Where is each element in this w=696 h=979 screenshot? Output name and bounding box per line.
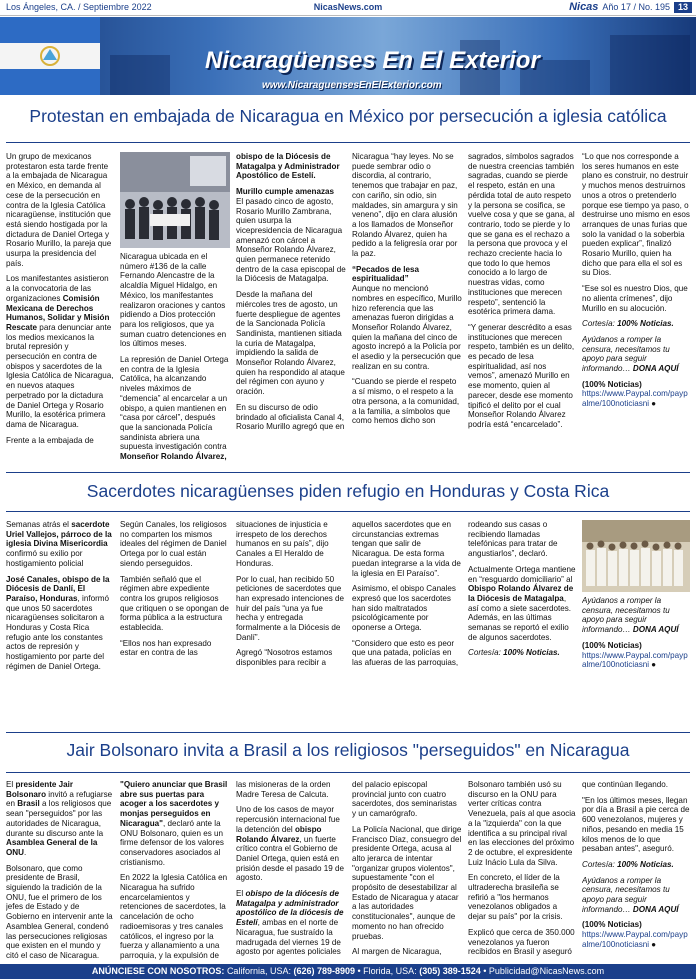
paragraph: El obispo de la diócesis de Matagalpa y administrador apostólico de la diócesis de Estelí, ambas en el norte de Nicaragua, fue sustraído la madrugada del viernes 19 de agosto por agentes policiales [236,889,344,957]
paragraph: “Pecados de lesa espiritualidad” Aunque no mencionó nombres en específico, Murillo hizo referencia que las amenazas fueron dirigidas a Monseñor Rolando Álvarez, quien la mañana del cinco de agosto increpó a la Policía por el asedio y la persecución que realizan en su contra. [352,264,462,371]
article-1-column-2 [120,152,230,464]
subhead: “Pecados de lesa espiritualidad” [352,264,420,284]
article-1-column-4 [352,152,462,464]
paragraph: situaciones de injusticia e irrespeto de los derechos humanos en su país”, dijo Canales a El Heraldo de Honduras. [236,520,329,568]
courtesy-line: Cortesía: 100% Noticias. [582,319,674,329]
donation-appeal: Ayúdanos a romper la censura, necesitamos tu apoyo para seguir informando… DONA AQUÍ [582,596,679,635]
paragraph: Al margen de Nicaragua, [352,947,442,957]
paragraph: José Canales, obispo de la Diócesis de Danlí, El Paraíso, Honduras, informó que unos 50 sacerdotes nicaragüenses solicitaron a Honduras y Costa Rica refugio ante los constantes actos de represión y hostigamiento por parte del régimen de Daniel Ortega. [6,574,110,671]
email-link[interactable]: Publicidad@NicasNews.com [488,966,605,976]
paragraph: “Cuando se pierde el respeto a sí mismo, o el respeto a la otra persona, a la comunidad, a la familia, a símbolos que como hemos dicho son [352,377,460,426]
donation-info: (100% Noticias) https://www.Paypal.com/paypalme/100noticiasni ● [582,920,688,949]
page-number: 13 [674,2,692,13]
paragraph: las misioneras de la orden Madre Teresa de Calcuta. [236,780,331,799]
paragraph: Murillo cumple amenazas El pasado cinco de agosto, Rosario Murillo Zambrana, quien usurpa la vicepresidencia de Nicaragua amenazó con cárcel a Monseñor Rolando Álvarez, quien permanece retenido dentro de la casa episcopal de la Diócesis de Matagalpa. [236,187,346,284]
donation-info: (100% Noticias) https://www.Paypal.com/paypalme/100noticiasni ● [582,640,688,670]
florida-phone[interactable]: (305) 389-1524 [419,966,481,976]
divider [6,142,690,143]
paragraph: que continúan llegando. [582,780,668,789]
footer-lead: ANÚNCIESE CON NOSOTROS: [91,966,225,976]
subhead: Murillo cumple amenazas [236,187,335,197]
article-1-headline: Protestan en embajada de Nicaragua en México por persecución a iglesia católica [29,106,667,126]
paragraph: Los manifestantes asistieron a la convocatoria de las organizaciones Comisión Mexicana de Derechos Humanos, Solidar y Misión Rescate para denunciar ante los medios mexicanos la brutal represión y persecución en contra de obispos y sacerdotes de la Iglesia Católica de Nicaragua, en nuevos ataques perpetrado por la dictadura de Daniel Ortega y Rosario Murillo, la esotérica primera dama de Nicaragua. [6,274,114,429]
paragraph: rodeando sus casas o recibiendo llamadas telefónicas para tratar de angustiarlos”, declaró. [468,520,558,559]
article-3-column-4 [352,780,462,962]
paragraph: El presidente Jair Bolsonaro invitó a refugiarse en Brasil a los religiosos que sean "perseguidos" por las autoridades de Nicaragua, durante su discurso ante la Asamblea General de la ONU. [6,780,113,857]
paragraph: del palacio episcopal provincial junto con cuatro sacerdotes, dos seminaristas y un camarógrafo. [352,780,457,819]
article-2-column-1 [6,520,114,730]
paragraph: Uno de los casos de mayor repercusión internacional fue la detención del obispo Rolando Álvarez, un fuerte crítico contra el Gobierno de Daniel Ortega, quien está en prisión desde el pasado 19 de agosto. [236,805,344,883]
issue-number: Año 17 / No. 195 [602,2,670,13]
donate-link[interactable]: DONA AQUÍ [632,904,679,914]
paragraph: Nicaragua “hay leyes. No se puede sembrar odio o discordia, al contrario, tenemos que trabajar en paz, con cariño, sin odio, sin maldades, sin amargura y sin veneno”, dijo en clara alusión a los llamados de Monseñor Rolando Álvarez, quien ha pedido a la feligresía orar por la paz. [352,152,458,259]
paragraph: Según Canales, los religiosos no comparten los mismos ideales del régimen de Daniel Ortega por lo cual están siendo perseguidos. [120,520,227,568]
paragraph: Explicó que cerca de 350.000 venezolanos ya fueron recibidos en Brasil y aseguró [468,927,575,957]
paragraph: Actualmente Ortega mantiene en “resguardo domiciliario” al Obispo Rolando Álvarez de la Diócesis de Matagalpa, así como a siete sacerdotes. Además, en las últimas semanas se reportó el exilio de algunos sacerdotes. [468,564,576,642]
donation-appeal: Ayúdanos a romper la censura, necesitamos tu apoyo para seguir informando… DONA AQUÍ [582,334,679,374]
article-3-column-1 [6,780,114,962]
paragraph: Por lo cual, han recibido 50 peticiones de sacerdotes que han expresado intenciones de huir del país “una ya fue hecha y entregada formalmente a la Diócesis de Danlí”. [236,574,344,642]
nicaragua-flag-image [0,17,100,95]
advertising-footer: ANÚNCIESE CON NOSOTROS: California, USA: (626) 789-8909 • Florida, USA: (305) 389-1524 • Publicidad@NicasNews.com [0,964,696,979]
paragraph: “Ellos nos han expresado estar en contra de las [120,638,212,658]
paragraph: En 2022 la Iglesia Católica en Nicaragua ha sufrido encarcelamientos y retenciones de sacerdotes, la cancelación de ocho radioemisoras y tres canales católicos, el ingreso por la fuerza y allanamiento a una parroquia, y la expulsión de [120,873,228,960]
section-banner [0,17,696,95]
banner-title: Nicaragüenses En El Exterior [205,47,540,74]
article-1-column-1 [6,152,114,464]
paragraph: En su discurso de odio brindado al oficialista Canal 4, Rosario Murillo agregó que en [236,402,345,432]
article-2-column-2 [120,520,230,730]
article-2-column-6 [582,520,690,730]
paragraph: También señaló que el régimen abre expediente contra los grupos religiosos que critiquen o se opongan de forma pública a la estructura establecida. [120,574,229,633]
paragraph: sagrados, símbolos sagrados de nuestra creencias también sagradas, cuando se pierde el respeto, están en una pérdida total de auto respeto y la persona se cosifica, se vuelve cosa y que se gana, al contrario, todo se pierde y lo que se gana es el rechazo a la persona que provoca y el rechazo creciente hacia lo que todo lo que hemos conocido a lo largo de nuestras vidas, como instituciones que merecen respeto”, sentenció la esotérica primera dama. [468,152,575,317]
protest-photo [120,152,230,248]
article-1-column-6 [582,152,690,464]
nicas-logo: Nicas [569,1,599,13]
paragraph: obispo de la Diócesis de Matagalpa y Administrador Apostólico de Estelí. [236,152,340,181]
location-date: Los Ángeles, CA. / Septiembre 2022 [6,2,152,12]
paypal-link[interactable]: https://www.Paypal.com/paypalme/100noticiasni [582,650,688,670]
divider [6,772,690,773]
divider [6,732,690,733]
article-2-column-4 [352,520,462,730]
article-2-column-3 [236,520,346,730]
article-3-column-6 [582,780,690,962]
paragraph: Frente a la embajada de [6,435,94,445]
paragraph: La Policía Nacional, que dirige Francisco Díaz, consuegro del presidente Ortega, acusa al alto jerarca de intentar "organizar grupos violentos", supuestamente "con el propósito de desestabilizar al Estado de Nicaragua y atacar a las autoridades constitucionales", aunque de momento no han ofrecido pruebas. [352,824,462,941]
donate-link[interactable]: DONA AQUÍ [632,364,679,374]
california-phone[interactable]: (626) 789-8909 [293,966,356,976]
paragraph: Asimismo, el obispo Canales expresó que los sacerdotes han sido maltratados psicológicamente por oponerse a Ortega. [352,584,456,633]
article-3-headline: Jair Bolsonaro invita a Brasil a los religiosos "perseguidos" en Nicaragua [66,740,630,760]
paragraph: “Y generar descrédito a esas instituciones que merecen respeto, también es un delito, es pecado de lesa espiritualidad, así nos vemos”, amenazó Murillo en ese momento, quien al parecer, desde ese momento tipificó el delito por el cual Monseñor Rolando Álvarez podría está “encarcelado”. [468,322,575,429]
article-1-column-5 [468,152,576,464]
donation-info: (100% Noticias) https://www.Paypal.com/paypalme/100noticiasni ● [582,379,688,409]
article-2-column-5 [468,520,576,730]
article-2-headline: Sacerdotes nicaragüenses piden refugio en Honduras y Costa Rica [86,481,610,501]
top-bar [0,0,696,16]
paypal-link[interactable]: https://www.Paypal.com/paypalme/100noticiasni [582,930,688,949]
paragraph: Desde la mañana del miércoles tres de agosto, un fuerte despliegue de agentes de la Sancionada Policía Sandinista, mantienen sitiada la curia de Matagalpa, impidiendo la salida de Monseñor Rolando Álvarez, quien ha respondido al ataque del régimen con ayuno y oración. [236,290,345,397]
article-3-column-2 [120,780,230,962]
paragraph: “Considero que esto es peor que una patada, policías en las afueras de las parroquias, [352,638,459,668]
banner-url[interactable]: www.NicaraguensesEnElExterior.com [262,80,442,91]
divider [6,472,690,473]
paragraph: Agregó “Nosotros estamos disponibles para recibir a [236,648,333,668]
paypal-link[interactable]: https://www.Paypal.com/paypalme/100noticiasni [582,389,688,409]
donation-appeal: Ayúdanos a romper la censura, necesitamos tu apoyo para seguir informando… DONA AQUÍ [582,875,679,914]
article-1-column-3 [236,152,346,464]
site-name[interactable]: NicasNews.com [313,2,383,12]
paragraph: Bolsonaro, que como presidente de Brasil, siguiendo la tradición de la ONU, fue el primero de los jefes de Estado y de Gobierno en intervenir ante la Asamblea General, condenó las persecuciones religiosas que existen en el mundo y citó el caso de Nicaragua. [6,863,113,960]
divider [6,511,690,512]
courtesy-line: Cortesía: 100% Noticias. [582,859,674,869]
article-3-column-3 [236,780,346,962]
paragraph: “Lo que nos corresponde a los seres humanos en este plano es construir, no destruir y muchos menos destruirnos unos a otros o pretenderlo porque ese tiempo ya paso, o destruirse uno mismo en esos arranques de unas furias que solo la vanidad o la soberbia pueden explicar”, finalizó Rosario Murillo, quien ha dicho que para ella el sol es su Dios. [582,152,690,278]
article-3-column-5 [468,780,576,962]
donate-link[interactable]: DONA AQUÍ [632,625,679,635]
paragraph: Semanas atrás el sacerdote Uriel Vallejos, párroco de la iglesia Divina Misericordia confirmó su exilio por hostigamiento policial [6,520,112,568]
paragraph: En concreto, el líder de la ultraderecha brasileña se refirió a "los hermanos venezolanos obligados a dejar su país" por la crisis. [468,873,563,922]
paragraph: "En los últimos meses, llegan por día a Brasil a pie cerca de 600 venezolanos, mujeres y niños, pesando en media 15 kilos menos de lo que pesaban antes", aseguró. [582,795,690,854]
paragraph: Bolsonaro también usó su discurso en la ONU para verter críticas contra Venezuela, país al que asocia a la "izquierda" con la que identifica a su principal rival en las elecciones del próximo 2 de octubre, el expresidente Luiz Inácio Lula da Silva. [468,780,576,867]
paragraph: Nicaragua ubicada en el número #136 de la calle Fernando Alencastre de la alcaldía Miguel Hidalgo, en México, los manifestantes realizaron oraciones y cantos pidiendo a Dios protección para los religiosos, que ya suman cuatro detenciones en los últimos meses. [120,252,227,349]
issue-info [569,1,692,14]
paragraph: "Quiero anunciar que Brasil abre sus puertas para acoger a los sacerdotes y monjas perseguidos en Nicaragua", declaró ante la ONU Bolsonaro, quien es un firme defensor de los valores conservadores asociados al cristianismo. [120,780,228,867]
courtesy-line: Cortesía: 100% Noticias. [468,648,560,658]
paragraph: aquellos sacerdotes que en circunstancias extremas tengan que salir de Nicaragua. De esta forma puedan integrarse a la vida de la iglesia en El Paraíso”. [352,520,461,578]
paragraph: “Ese sol es nuestro Dios, que no alienta crímenes”, dijo Murillo en su alocución. [582,284,688,313]
priests-photo [582,520,690,592]
paragraph: Un grupo de mexicanos protestaron esta tarde frente a la embajada de Nicaragua en México, en demanda al cese de la persecución en contra de la Iglesia Católica nicaragüense, institución que está siendo hostigada por la dictadura de Daniel Ortega y Rosario Murillo, la pareja que usurpa la presidencia del país. [6,152,112,268]
paragraph: La represión de Daniel Ortega en contra de la Iglesia Católica, ha alcanzando niveles máximos de “demencia” al encarcelar a un obispo, a quien mantienen en “casa por cárcel”, después que la sancionada Policía sandinista abriera una supuesta investigación contra Monseñor Rolando Álvarez, [120,355,229,462]
